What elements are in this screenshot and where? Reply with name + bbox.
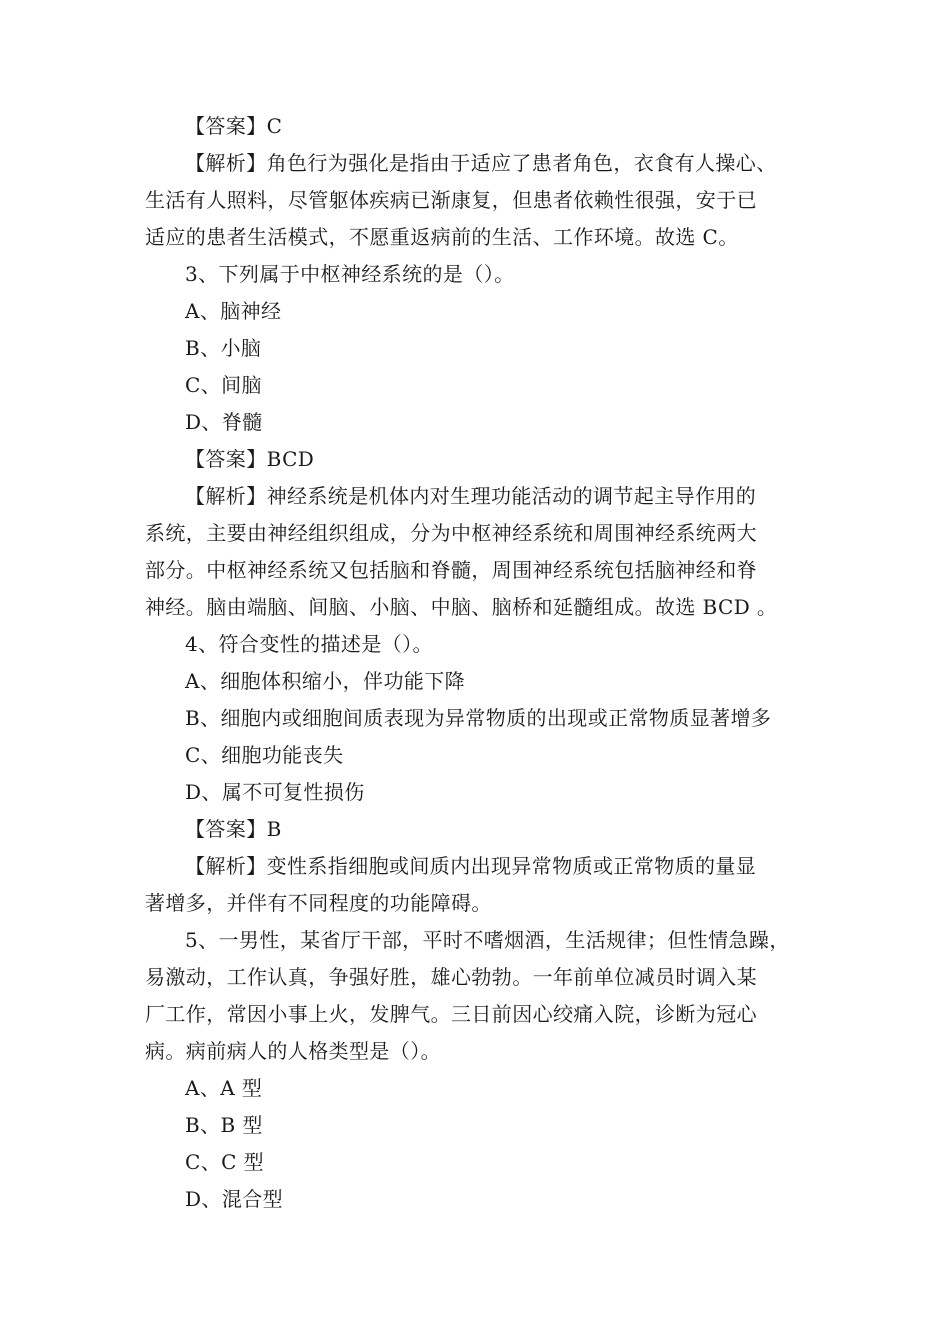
text-line: 神经。脑由端脑、间脑、小脑、中脑、脑桥和延髓组成。故选 BCD 。 [145, 595, 778, 619]
answer-line: 【答案】C [185, 114, 283, 138]
analysis-paragraph [145, 145, 811, 256]
text-line: 病。病前病人的人格类型是（）。 [145, 1039, 441, 1063]
option-line: C、间脑 [185, 373, 262, 397]
text-line: 【解析】角色行为强化是指由于适应了患者角色，衣食有人操心、 [185, 151, 777, 175]
question-line: 4、符合变性的描述是（）。 [185, 632, 433, 656]
text-line: 部分。中枢神经系统又包括脑和脊髓，周围神经系统包括脑神经和脊 [145, 558, 757, 582]
option-line: A、细胞体积缩小，伴功能下降 [185, 669, 466, 693]
option-line: B、细胞内或细胞间质表现为异常物质的出现或正常物质显著增多 [185, 706, 772, 730]
text-line: 著增多，并伴有不同程度的功能障碍。 [145, 891, 492, 915]
option-line: B、B 型 [185, 1113, 263, 1137]
answer-line: 【答案】B [185, 817, 282, 841]
option-line: D、属不可复性损伤 [185, 780, 365, 804]
text-line: 【解析】神经系统是机体内对生理功能活动的调节起主导作用的 [185, 484, 757, 508]
option-line: A、A 型 [185, 1076, 263, 1100]
option-line: D、混合型 [185, 1187, 284, 1211]
document-body [145, 108, 811, 1218]
text-line: 5、一男性，某省厅干部，平时不嗜烟酒，生活规律；但性情急躁， [185, 928, 790, 952]
answer-line: 【答案】BCD [185, 447, 315, 471]
text-line: 易激动，工作认真，争强好胜，雄心勃勃。一年前单位减员时调入某 [145, 965, 757, 989]
text-line: 厂工作，常因小事上火，发脾气。三日前因心绞痛入院，诊断为冠心 [145, 1002, 757, 1026]
text-line: 生活有人照料，尽管躯体疾病已渐康复，但患者依赖性很强，安于已 [145, 188, 757, 212]
text-line: 系统，主要由神经组织组成，分为中枢神经系统和周围神经系统两大 [145, 521, 757, 545]
option-line: C、C 型 [185, 1150, 264, 1174]
analysis-paragraph [145, 848, 811, 922]
option-line: C、细胞功能丧失 [185, 743, 344, 767]
text-line: 【解析】变性系指细胞或间质内出现异常物质或正常物质的量显 [185, 854, 757, 878]
option-line: A、脑神经 [185, 299, 282, 323]
question-line: 3、下列属于中枢神经系统的是（）。 [185, 262, 515, 286]
text-line: 适应的患者生活模式，不愿重返病前的生活、工作环境。故选 C。 [145, 225, 739, 249]
option-line: D、脊髓 [185, 410, 263, 434]
analysis-paragraph [145, 478, 811, 626]
option-line: B、小脑 [185, 336, 262, 360]
question-paragraph [145, 922, 811, 1070]
